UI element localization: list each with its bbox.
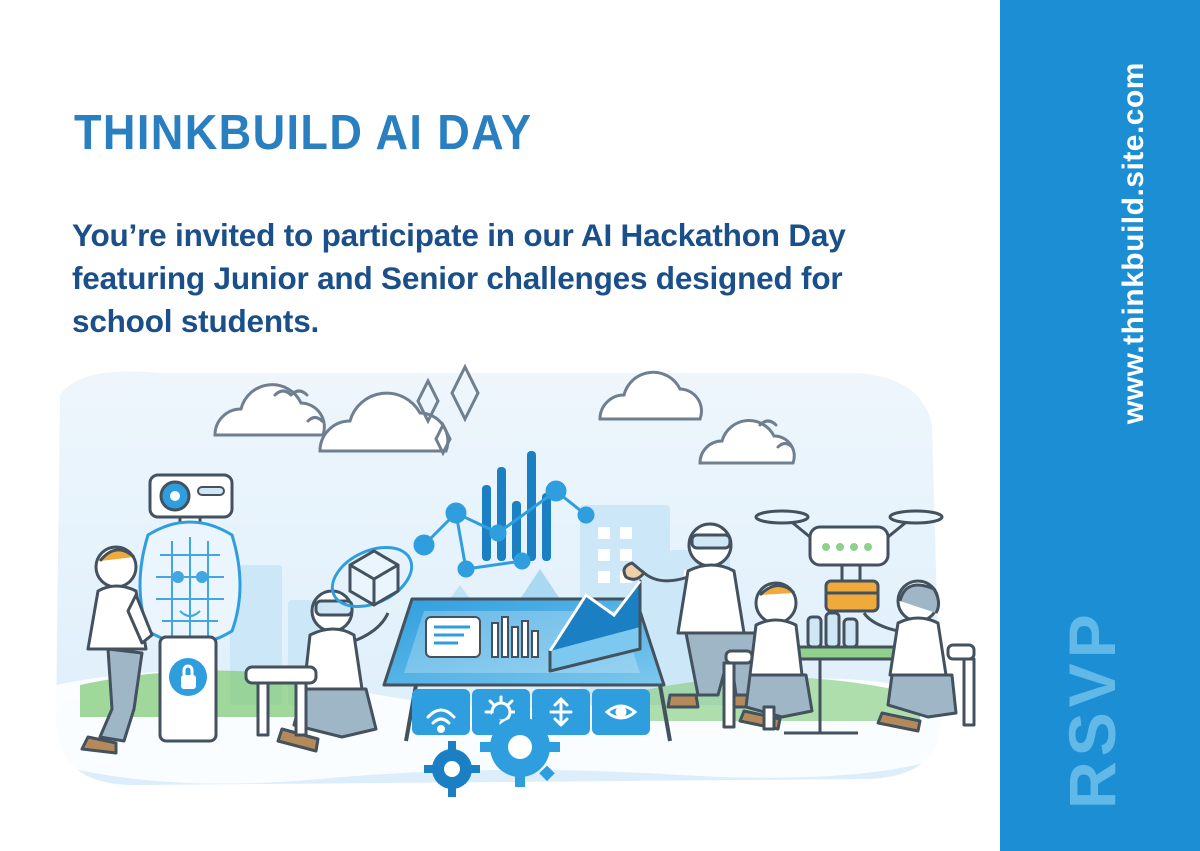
- poster-subtitle: You’re invited to participate in our AI Hackathon Day featuring Junior and Senior challenges designed for school students.: [72, 216, 846, 340]
- website-url[interactable]: www.thinkbuild.site.com: [1117, 62, 1150, 425]
- face-recognition-icon: [140, 522, 240, 645]
- page-title: THINKBUILD AI DAY: [74, 105, 533, 160]
- water-bottles: [808, 613, 857, 647]
- security-gate-lock-icon: [160, 637, 216, 741]
- right-sidebar: [1000, 0, 1200, 851]
- event-illustration: [20, 355, 980, 825]
- sidebar-inner: [1000, 0, 1200, 851]
- rsvp-label[interactable]: RSVP: [1055, 609, 1129, 809]
